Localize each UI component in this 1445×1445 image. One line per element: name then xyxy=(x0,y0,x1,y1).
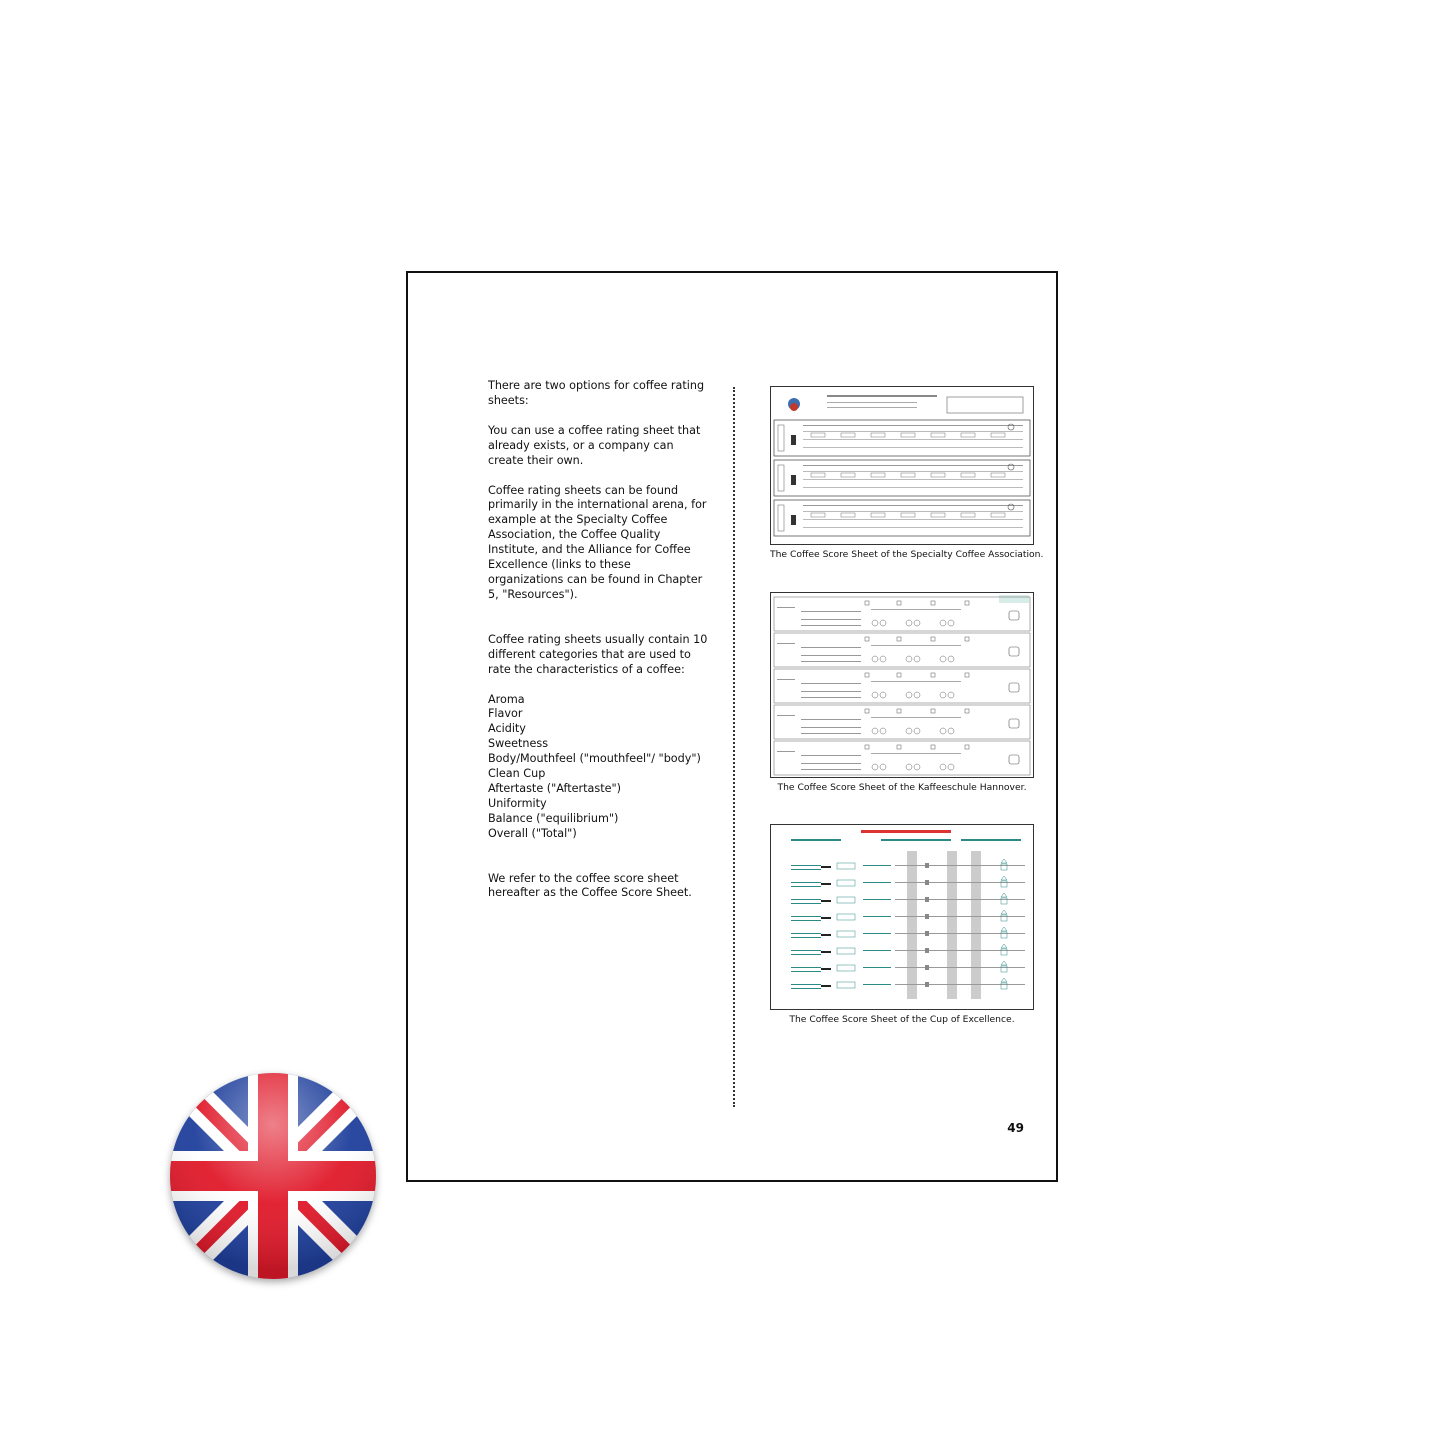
figure-caption: The Coffee Score Sheet of the Specialty Coffee Association. xyxy=(770,549,1044,560)
kaffeeschule-score-sheet-image xyxy=(770,592,1034,778)
category-item: Aroma xyxy=(488,692,525,706)
page-number: 49 xyxy=(1007,1121,1024,1135)
text-column xyxy=(488,379,708,901)
book-page xyxy=(406,271,1058,1182)
category-item: Uniformity xyxy=(488,796,547,810)
figure-kaffeeschule xyxy=(770,592,1034,793)
intro-text: There are two options for coffee rating sheets: xyxy=(488,379,705,407)
category-list xyxy=(488,693,708,842)
sca-score-sheet-image xyxy=(770,386,1034,545)
category-item: Body/Mouthfeel ("mouthfeel"/ "body") xyxy=(488,752,701,766)
category-item: Flavor xyxy=(488,707,523,721)
category-item: Clean Cup xyxy=(488,767,546,781)
column-divider xyxy=(733,387,735,1107)
figure-caption: The Coffee Score Sheet of the Kaffeeschule Hannover. xyxy=(777,782,1027,793)
paragraph-existing-sheets: You can use a coffee rating sheet that already exists, or a company can create their own. xyxy=(488,423,701,467)
paragraph-international: Coffee rating sheets can be found primarily in the international arena, for example at the Specialty Coffee Association, the Coffee Quality Institute, and the Alliance for Coffee Excellence (links to these organizations can be found in Chapter 5, "Resources"). xyxy=(488,483,707,601)
uk-flag-icon xyxy=(170,1073,376,1279)
coe-score-sheet-image xyxy=(770,824,1034,1010)
category-item: Sweetness xyxy=(488,737,549,751)
figure-cup-of-excellence xyxy=(770,824,1034,1025)
category-item: Aftertaste ("Aftertaste") xyxy=(488,781,621,795)
figure-sca xyxy=(770,386,1044,560)
category-item: Balance ("equilibrium") xyxy=(488,811,619,825)
category-item: Overall ("Total") xyxy=(488,826,577,840)
paragraph-categories-intro: Coffee rating sheets usually contain 10 different categories that are used to rate the characteristics of a coffee: xyxy=(488,632,708,676)
figure-caption: The Coffee Score Sheet of the Cup of Excellence. xyxy=(789,1014,1015,1025)
category-item: Acidity xyxy=(488,722,526,736)
closing-text: We refer to the coffee score sheet hereafter as the Coffee Score Sheet. xyxy=(488,871,692,900)
